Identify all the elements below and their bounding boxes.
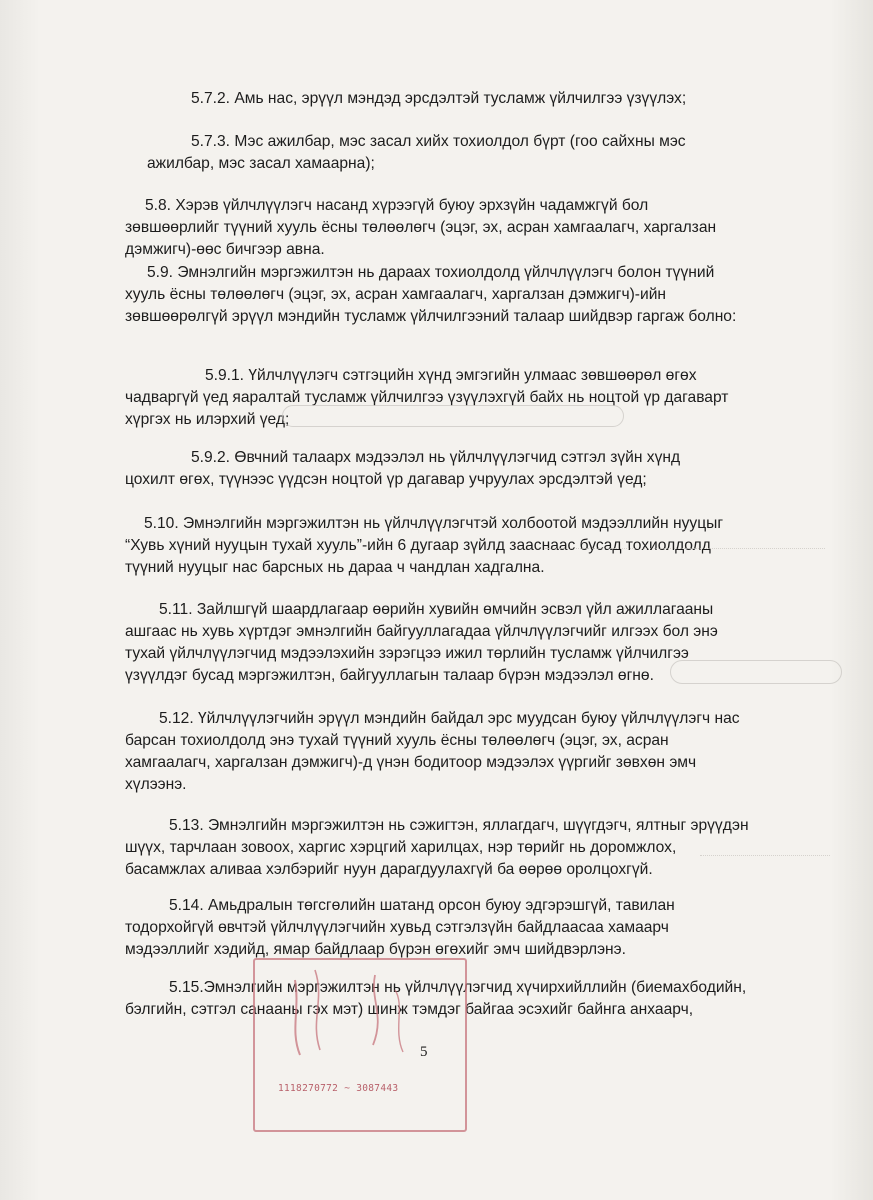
paragraph-line: барсан тохиолдолд энэ тухай түүний хууль ёсны төлөөлөгч (эцэг, эх, асран <box>125 732 669 749</box>
paragraph-line: дэмжигч)-өөс бичгээр авна. <box>125 241 325 258</box>
paragraph-line: ашгаас нь хувь хүртдэг эмнэлгийн байгууллагадаа үйлчлүүлэгчийг илгээх бол энэ <box>125 623 718 640</box>
paragraph-line: хүлээнэ. <box>125 776 187 793</box>
paragraph-line: ажилбар, мэс засал хамаарна); <box>147 155 375 172</box>
paragraph-line: 5.13. Эмнэлгийн мэргэжилтэн нь сэжигтэн, яллагдагч, шүүгдэгч, ялтныг эрүүдэн <box>169 817 749 834</box>
paragraph-line: 5.11. Зайлшгүй шаардлагаар өөрийн хувийн өмчийн эсвэл үйл ажиллагааны <box>159 601 714 618</box>
paragraph-line: үзүүлдэг бусад мэргэжилтэн, байгууллагын талаар бүрэн мэдээлэл өгнө. <box>125 667 654 684</box>
paragraph-5-12 <box>125 708 775 796</box>
paragraph-5-9 <box>125 262 775 328</box>
paragraph-line: мэдээллийг хэдийд, ямар байдлаар бүрэн өгөхийг эмч шийдвэрлэнэ. <box>125 941 626 958</box>
page-number: 5 <box>420 1044 428 1060</box>
paragraph-line: 5.14. Амьдралын төгсгөлийн шатанд орсон буюу эдгэрэшгүй, тавилан <box>169 897 675 914</box>
paragraph-line: бэлгийн, сэтгэл санааны гэх мэт) шинж тэмдэг байгаа эсэхийг байнга анхаарч, <box>125 1001 694 1018</box>
paragraph-line: шүүх, тарчлаан зовоох, харгис хэрцгий харилцах, нэр төрийг нь доромжлох, <box>125 839 677 856</box>
paragraph-line: зөвшөөрөлгүй эрүүл мэндийн тусламж үйлчилгээний талаар шийдвэр гаргаж болно: <box>125 308 737 325</box>
paragraph-line: хүргэх нь илэрхий үед; <box>125 411 290 428</box>
official-stamp <box>253 958 467 1132</box>
pencil-mark <box>282 405 624 427</box>
paragraph-line: 5.12. Үйлчлүүлэгчийн эрүүл мэндийн байдал эрс муудсан буюу үйлчлүүлэгч нас <box>159 710 740 727</box>
paragraph-line: 5.9.2. Өвчний талаарх мэдээлэл нь үйлчлүүлэгчид сэтгэл зүйн хүнд <box>191 449 681 466</box>
paragraph-line: 5.7.3. Мэс ажилбар, мэс засал хийх тохиолдол бүрт (гоо сайхны мэс <box>191 133 686 150</box>
paragraph-line: хууль ёсны төлөөлөгч (эцэг, эх, асран хамгаалагч, харгалзан дэмжигч)-ийн <box>125 286 667 303</box>
paragraph-line: 5.7.2. Амь нас, эрүүл мэндэд эрсдэлтэй тусламж үйлчилгээ үзүүлэх; <box>191 90 687 107</box>
paragraph-line: цохилт өгөх, түүнээс үүдсэн ноцтой үр дагавар учруулах эрсдэлтэй үед; <box>125 471 647 488</box>
paragraph-line: 5.9.1. Үйлчлүүлэгч сэтгэцийн хүнд эмгэгийн улмаас зөвшөөрөл өгөх <box>205 367 697 384</box>
paragraph-5-14 <box>125 895 775 961</box>
pencil-mark <box>700 855 830 857</box>
paragraph-5-9-2 <box>125 447 775 491</box>
paragraph-line: тодорхойгүй өвчтэй үйлчлүүлэгчийн хувьд сэтгэлзүйн байдлаасаа хамаарч <box>125 919 669 936</box>
paragraph-line: түүний нууцыг нас барсных нь дараа ч чандлан хадгална. <box>125 559 545 576</box>
paragraph-line: 5.15.Эмнэлгийн мэргэжилтэн нь үйлчлүүлэгчид хүчирхийллийн (биемахбодийн, <box>169 979 747 996</box>
paragraph-line: зөвшөөрлийг түүний хууль ёсны төлөөлөгч (эцэг, эх, асран хамгаалагч, харгалзан <box>125 219 717 236</box>
paragraph-5-13 <box>125 815 775 881</box>
paragraph-5-10 <box>125 513 775 579</box>
pencil-mark <box>670 660 842 684</box>
paragraph-line: хамгаалагч, харгалзан дэмжигч)-д үнэн бодитоор мэдээлэх үүргийг зөвхөн эмч <box>125 754 697 771</box>
paragraph-line: 5.9. Эмнэлгийн мэргэжилтэн нь дараах тохиолдолд үйлчлүүлэгч болон түүний <box>147 264 715 281</box>
paragraph-line: 5.10. Эмнэлгийн мэргэжилтэн нь үйлчлүүлэгчтэй холбоотой мэдээллийн нууцыг <box>144 515 724 532</box>
paragraph-line: чадваргүй үед яаралтай тусламж үйлчилгээ үзүүлэхгүй байх нь ноцтой үр дагаварт <box>125 389 729 406</box>
paragraph-line: басамжлах аливаа хэлбэрийг нуун дарагдуулахгүй ба өөрөө оролцохгүй. <box>125 861 653 878</box>
stamp-registration-number: 1118270772 ~ 3087443 <box>278 1083 399 1094</box>
paragraph-line: “Хувь хүний нууцын тухай хууль”-ийн 6 дугаар зүйлд зааснаас бусад тохиолдолд <box>125 537 711 554</box>
stamp-signature-icon <box>255 960 465 1130</box>
paragraph-line: 5.8. Хэрэв үйлчлүүлэгч насанд хүрээгүй буюу эрхзүйн чадамжгүй бол <box>145 197 649 214</box>
paragraph-5-8 <box>125 195 775 261</box>
paragraph-5-7-2 <box>191 88 711 110</box>
paragraph-line: тухай үйлчлүүлэгчид мэдээлэхийн зэрэгцээ ижил төрлийн тусламж үйлчилгээ <box>125 645 689 662</box>
pencil-mark <box>545 548 825 550</box>
paragraph-5-7-3 <box>147 131 769 175</box>
